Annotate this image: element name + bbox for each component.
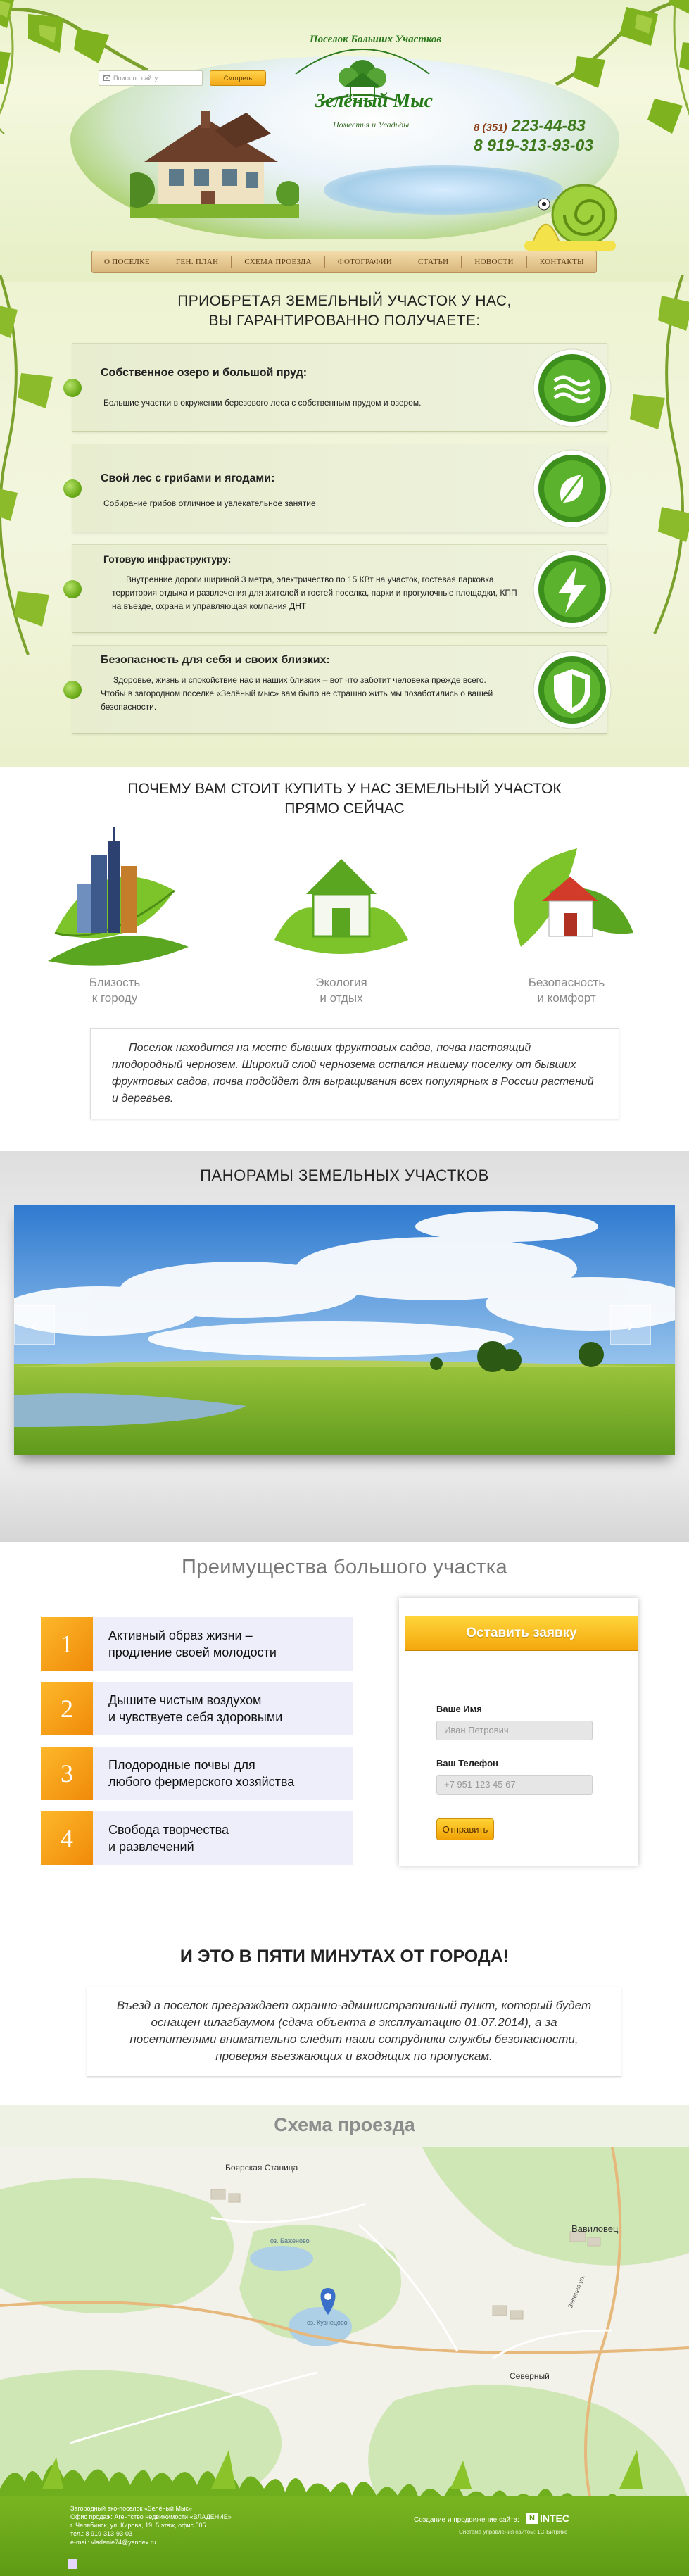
panorama-title: ПАНОРАМЫ ЗЕМЕЛЬНЫХ УЧАСТКОВ [200,1167,489,1184]
footer-line: г. Челябинск, ул. Кирова, 19, 5 этаж, офис 505 [70,2522,206,2529]
advantage-line: и чувствуете себя здоровыми [108,1710,283,1724]
why-label-line: Безопасность [528,976,605,989]
why-label-line: Близость [89,976,141,989]
why-label [267,975,415,1006]
why-title [0,779,689,819]
map-label: оз. Кузнецово [307,2319,348,2326]
phone-label: Ваш Телефон [436,1758,498,1768]
nav-item-contacts[interactable]: КОНТАКТЫ [539,258,584,266]
advantage-line: Плодородные почвы для [108,1758,255,1772]
lightning-icon [530,547,614,632]
map-label: оз. Баженово [270,2237,310,2244]
guarantee-title: Собственное озеро и большой пруд: [101,367,308,379]
soil-description: Поселок находится на месте бывших фруктовых садов, почва настоящий плодородный чернозем. Широкий слой чернозема остался нашему поселку от бывших фруктовых садов, почва подойдет для выращивания всех популярных в России растений и деревьев. [90,1028,619,1119]
developer-name: INTEC [540,2513,569,2524]
bullet-icon [63,580,82,598]
panorama-image [14,1205,675,1455]
map-title: Схема проезда [274,2114,415,2135]
bullet-icon [63,379,82,397]
nav-divider [324,256,325,268]
advantage-number: 4 [41,1811,93,1865]
why-label-line: и комфорт [537,991,596,1005]
advantage-number: 2 [41,1682,93,1735]
advantages-title: Преимущества большого участка [182,1556,507,1578]
advantage-text [93,1682,353,1735]
nav-item-route[interactable]: СХЕМА ПРОЕЗДА [244,258,312,266]
guarantee-title: Безопасность для себя и своих близких: [101,654,330,666]
nav-item-articles[interactable]: СТАТЬИ [418,258,449,266]
advantage-item [41,1747,353,1800]
grape-vine-decor-icon [0,275,77,669]
header [0,0,689,282]
name-field[interactable]: Иван Петрович [436,1721,593,1740]
map-label: Зеленая ул. [566,2274,586,2309]
guarantee-card [72,544,607,633]
advantage-line: и развлечений [108,1840,194,1854]
house-image [130,106,299,218]
advantage-text [93,1811,353,1865]
panorama-slider[interactable] [14,1205,675,1455]
guarantees-section [0,282,689,767]
advantage-number: 1 [41,1617,93,1671]
snail-mascot-icon [524,176,623,253]
advantage-line: любого фермерского хозяйства [108,1775,295,1789]
nav-item-genplan[interactable]: ГЕН. ПЛАН [175,258,219,266]
nav-item-about[interactable]: О ПОСЕЛКЕ [104,258,150,266]
footer [0,2496,689,2576]
main-nav [91,251,597,273]
why-label [41,975,189,1006]
advantage-text [93,1747,353,1800]
phone-number: 223-44-83 [511,116,586,134]
guarantees-title-line: ПРИОБРЕТАЯ ЗЕМЕЛЬНЫЙ УЧАСТОК У НАС, [177,293,512,309]
map-label: Боярская Станица [225,2163,298,2173]
bullet-icon [63,479,82,498]
five-minutes-title: И ЭТО В ПЯТИ МИНУТАХ ОТ ГОРОДА! [179,1947,510,1966]
city-icon [41,827,189,968]
nav-item-photos[interactable]: ФОТОГРАФИИ [337,258,393,266]
guarantee-title: Свой лес с грибами и ягодами: [101,472,275,484]
slider-prev-button[interactable]: ‹ [14,1305,55,1345]
logo-subtitle: Поместья и Усадьбы [333,120,410,130]
phone-secondary[interactable]: 8 919-313-93-03 [474,136,594,154]
why-item-eco [267,827,415,1005]
map-label: Северный [510,2371,550,2381]
logo-name: Зелёный Мыс [315,90,434,112]
advantage-line: продление своей молодости [108,1645,277,1659]
cms-label: Система управления сайтом: 1С-Битрикс [459,2529,567,2535]
why-title-line: ПРЯМО СЕЙЧАС [284,800,405,817]
grass-decor-icon [0,2439,689,2503]
guarantee-card [72,645,607,734]
developer-logo[interactable] [526,2513,569,2524]
why-title-line: ПОЧЕМУ ВАМ СТОИТ КУПИТЬ У НАС ЗЕМЕЛЬНЫЙ УЧАСТОК [127,781,562,797]
search-input[interactable] [99,70,203,86]
intec-logo-icon: N [526,2513,538,2524]
search-button[interactable]: Смотреть [210,70,266,86]
nav-divider [231,256,232,268]
why-item-city [41,827,189,1005]
map-label: Вавиловец [571,2223,619,2234]
search-placeholder: Поиск по сайту [113,75,158,82]
shield-icon [530,648,614,732]
phone-field[interactable]: +7 951 123 45 67 [436,1775,593,1795]
logo-slogan: Поселок Больших Участков [310,34,442,45]
counter-icon [68,2559,77,2569]
advantage-text [93,1617,353,1671]
advantage-item [41,1811,353,1865]
developer-label: Создание и продвижение сайта: [414,2516,519,2524]
footer-phone[interactable]: тел.: 8 919-313-93-03 [70,2530,133,2537]
footer-line: Офис продаж: Агентство недвижимости «ВЛАДЕНИЕ» [70,2513,232,2520]
guarantee-text: Собирание грибов отличное и увлекательное занятие [103,498,316,508]
guarantee-text: Большие участки в окружении березового леса с собственным прудом и озером. [103,398,422,408]
advantage-number: 3 [41,1747,93,1800]
advantage-item [41,1682,353,1735]
guarantees-title [0,291,689,331]
why-label-line: к городу [91,991,138,1005]
nav-item-news[interactable]: НОВОСТИ [474,258,514,266]
advantage-line: Дышите чистым воздухом [108,1693,262,1707]
guarantee-title: Готовую инфраструктуру: [103,553,232,565]
nav-divider [526,256,527,268]
guarantee-text: Здоровье, жизнь и спокойствие нас и наших близких – вот что заботит человека прежде всего. Чтобы в загородном поселке «Зелёный мыс» вам было не страшно жить мы позаботились о вашей безопасности. [101,675,493,712]
phone-code: 8 (351) [474,122,507,134]
why-item-safety [493,827,640,1005]
guarantee-text: Внутренние дороги шириной 3 метра, электричество по 15 КВт на участок, гостевая парковка, территория отдыха и развлечения для жителей и гостей поселка, парки и прогулочные площадки, КПП на въезде, охрана и управляющая компания ДНТ [112,574,517,611]
leaf-icon [530,446,614,531]
bullet-icon [63,681,82,699]
phone-primary[interactable] [474,116,586,135]
guarantee-card [72,444,607,532]
footer-email[interactable]: e-mail: vladenie74@yandex.ru [70,2539,156,2546]
request-form-header[interactable]: Оставить заявку [405,1616,638,1651]
guarantees-title-line: ВЫ ГАРАНТИРОВАННО ПОЛУЧАЕТЕ: [208,313,481,329]
home-icon [493,827,640,968]
guarantee-card [72,343,607,432]
advantage-line: Свобода творчества [108,1823,229,1837]
why-label [493,975,640,1006]
water-icon [530,346,614,430]
why-label-line: Экология [315,976,367,989]
mail-icon [103,75,110,81]
security-description: Въезд в поселок преграждает охранно-административный пункт, который будет оснащен шлагбаумом (сдача объекта в эксплуатацию 01.07.2014), а за посетителями внимательно следят наши сотрудники службы безопасности, проверяя въезжающих и входящих по пропускам. [87,1987,621,2077]
slider-next-button[interactable]: › [610,1305,651,1345]
advantage-line: Активный образ жизни – [108,1628,253,1642]
nav-divider [461,256,462,268]
eco-house-icon [267,827,415,968]
name-label: Ваше Имя [436,1704,482,1714]
submit-button[interactable]: Отправить [436,1818,494,1840]
footer-line: Загородный эко-поселок «Зелёный Мыс» [70,2505,192,2512]
why-label-line: и отдых [320,991,363,1005]
advantage-item [41,1617,353,1671]
